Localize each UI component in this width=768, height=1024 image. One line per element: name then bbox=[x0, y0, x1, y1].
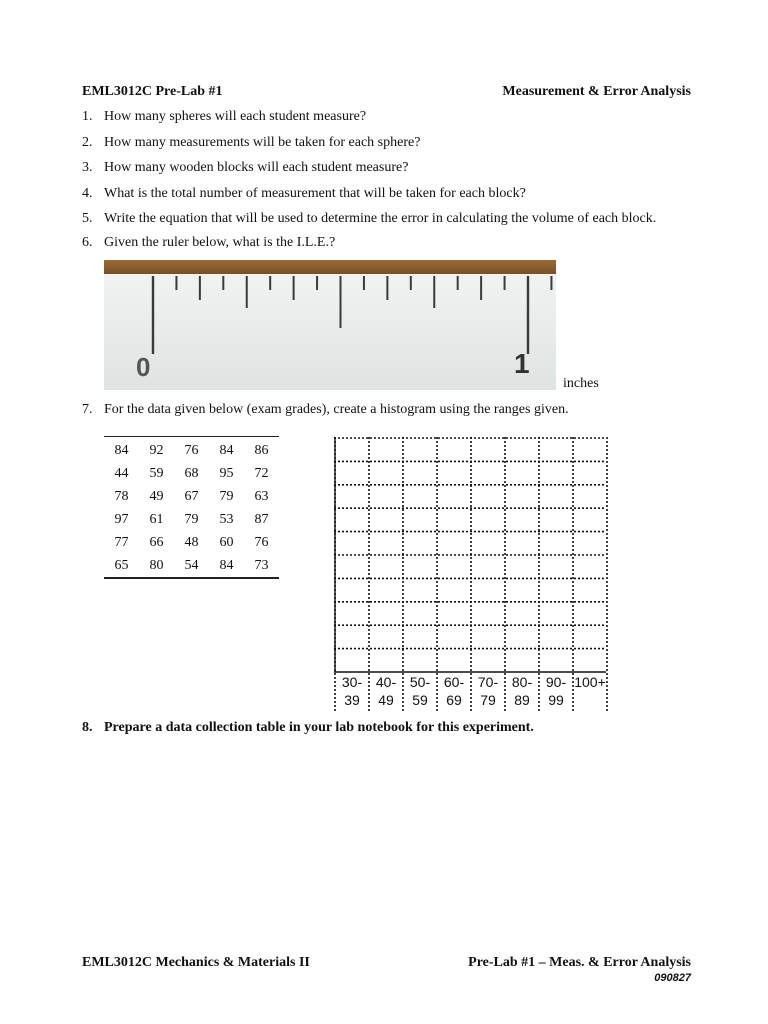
grade-cell: 60 bbox=[219, 534, 234, 550]
grade-cell: 61 bbox=[149, 511, 164, 527]
histogram-range-label bbox=[505, 673, 539, 709]
range-label-bottom: 79 bbox=[480, 692, 496, 708]
page-header bbox=[82, 84, 691, 100]
question-2: 2. How many measurements will be taken for each sphere? bbox=[82, 135, 421, 150]
grades-row bbox=[104, 508, 279, 531]
question-7: 7. For the data given below (exam grades), create a histogram using the ranges given. bbox=[82, 402, 569, 417]
histogram-range-label bbox=[471, 673, 505, 709]
histogram-range-label bbox=[369, 673, 403, 709]
grades-table bbox=[104, 436, 279, 579]
grade-cell: 63 bbox=[254, 488, 269, 504]
ruler-photo bbox=[104, 260, 556, 390]
range-label-top: 80- bbox=[511, 674, 533, 690]
ruler-ticks bbox=[104, 260, 556, 390]
header-topic: Measurement & Error Analysis bbox=[502, 84, 691, 99]
question-6: 6. Given the ruler below, what is the I.L.E.? bbox=[82, 235, 336, 250]
footer-title: Pre-Lab #1 – Meas. & Error Analysis bbox=[468, 955, 691, 970]
question-4: 4. What is the total number of measurement that will be taken for each block? bbox=[82, 186, 526, 201]
range-label-bottom bbox=[573, 691, 607, 709]
grade-cell: 84 bbox=[219, 557, 234, 573]
range-label-top: 70- bbox=[477, 674, 499, 690]
grade-cell: 54 bbox=[184, 557, 199, 573]
histogram-range-label bbox=[437, 673, 471, 709]
range-label-top: 40- bbox=[375, 674, 397, 690]
histogram-range-label bbox=[335, 673, 369, 709]
question-5: 5. Write the equation that will be used to determine the error in calculating the volume of each block. bbox=[82, 211, 657, 226]
histogram-range-label bbox=[573, 673, 607, 709]
grade-cell: 87 bbox=[254, 511, 269, 527]
range-label-top: 60- bbox=[443, 674, 465, 690]
histogram-range-label bbox=[403, 673, 437, 709]
grade-cell: 68 bbox=[184, 465, 199, 481]
grades-row bbox=[104, 462, 279, 485]
grade-cell: 66 bbox=[149, 534, 164, 550]
grade-cell: 67 bbox=[184, 488, 199, 504]
grade-cell: 53 bbox=[219, 511, 234, 527]
range-label-top: 50- bbox=[409, 674, 431, 690]
ruler-label-one: 1 bbox=[514, 348, 530, 379]
range-label-top: 90- bbox=[545, 674, 567, 690]
grade-cell: 59 bbox=[149, 465, 164, 481]
histogram-grid bbox=[334, 437, 610, 712]
grade-cell: 76 bbox=[184, 442, 199, 458]
range-label-top: 30- bbox=[341, 674, 363, 690]
range-label-bottom: 69 bbox=[446, 692, 462, 708]
question-1: 1. How many spheres will each student measure? bbox=[82, 109, 367, 124]
grades-row bbox=[104, 531, 279, 554]
footer-course: EML3012C Mechanics & Materials II bbox=[82, 955, 310, 970]
grade-cell: 86 bbox=[254, 442, 269, 458]
grade-cell: 49 bbox=[149, 488, 164, 504]
grade-cell: 92 bbox=[149, 442, 164, 458]
ruler-unit: inches bbox=[563, 376, 599, 391]
grade-cell: 84 bbox=[219, 442, 234, 458]
page-footer bbox=[82, 955, 691, 971]
grade-cell: 65 bbox=[114, 557, 129, 573]
question-8: 8. Prepare a data collection table in your lab notebook for this experiment. bbox=[82, 720, 534, 735]
grade-cell: 84 bbox=[114, 442, 129, 458]
grade-cell: 78 bbox=[114, 488, 129, 504]
question-3: 3. How many wooden blocks will each student measure? bbox=[82, 160, 409, 175]
grades-row bbox=[104, 437, 279, 463]
grade-cell: 97 bbox=[114, 511, 129, 527]
grade-cell: 72 bbox=[254, 465, 269, 481]
grade-cell: 77 bbox=[114, 534, 129, 550]
grade-cell: 44 bbox=[114, 465, 129, 481]
grades-row bbox=[104, 485, 279, 508]
footer-code: 090827 bbox=[654, 972, 691, 984]
range-label-bottom: 39 bbox=[344, 692, 360, 708]
histogram-grid-lines bbox=[334, 437, 610, 712]
range-label-top: 100+ bbox=[574, 674, 606, 690]
range-label-bottom: 59 bbox=[412, 692, 428, 708]
grade-cell: 76 bbox=[254, 534, 269, 550]
histogram-range-label bbox=[539, 673, 573, 709]
range-label-bottom: 99 bbox=[548, 692, 564, 708]
grade-cell: 79 bbox=[219, 488, 234, 504]
grade-cell: 48 bbox=[184, 534, 199, 550]
grades-row bbox=[104, 554, 279, 578]
grade-cell: 79 bbox=[184, 511, 199, 527]
grade-cell: 95 bbox=[219, 465, 234, 481]
range-label-bottom: 49 bbox=[378, 692, 394, 708]
header-course: EML3012C Pre-Lab #1 bbox=[82, 84, 223, 99]
grade-cell: 73 bbox=[254, 557, 269, 573]
ruler-label-zero: 0 bbox=[136, 352, 151, 382]
range-label-bottom: 89 bbox=[514, 692, 530, 708]
grade-cell: 80 bbox=[149, 557, 164, 573]
